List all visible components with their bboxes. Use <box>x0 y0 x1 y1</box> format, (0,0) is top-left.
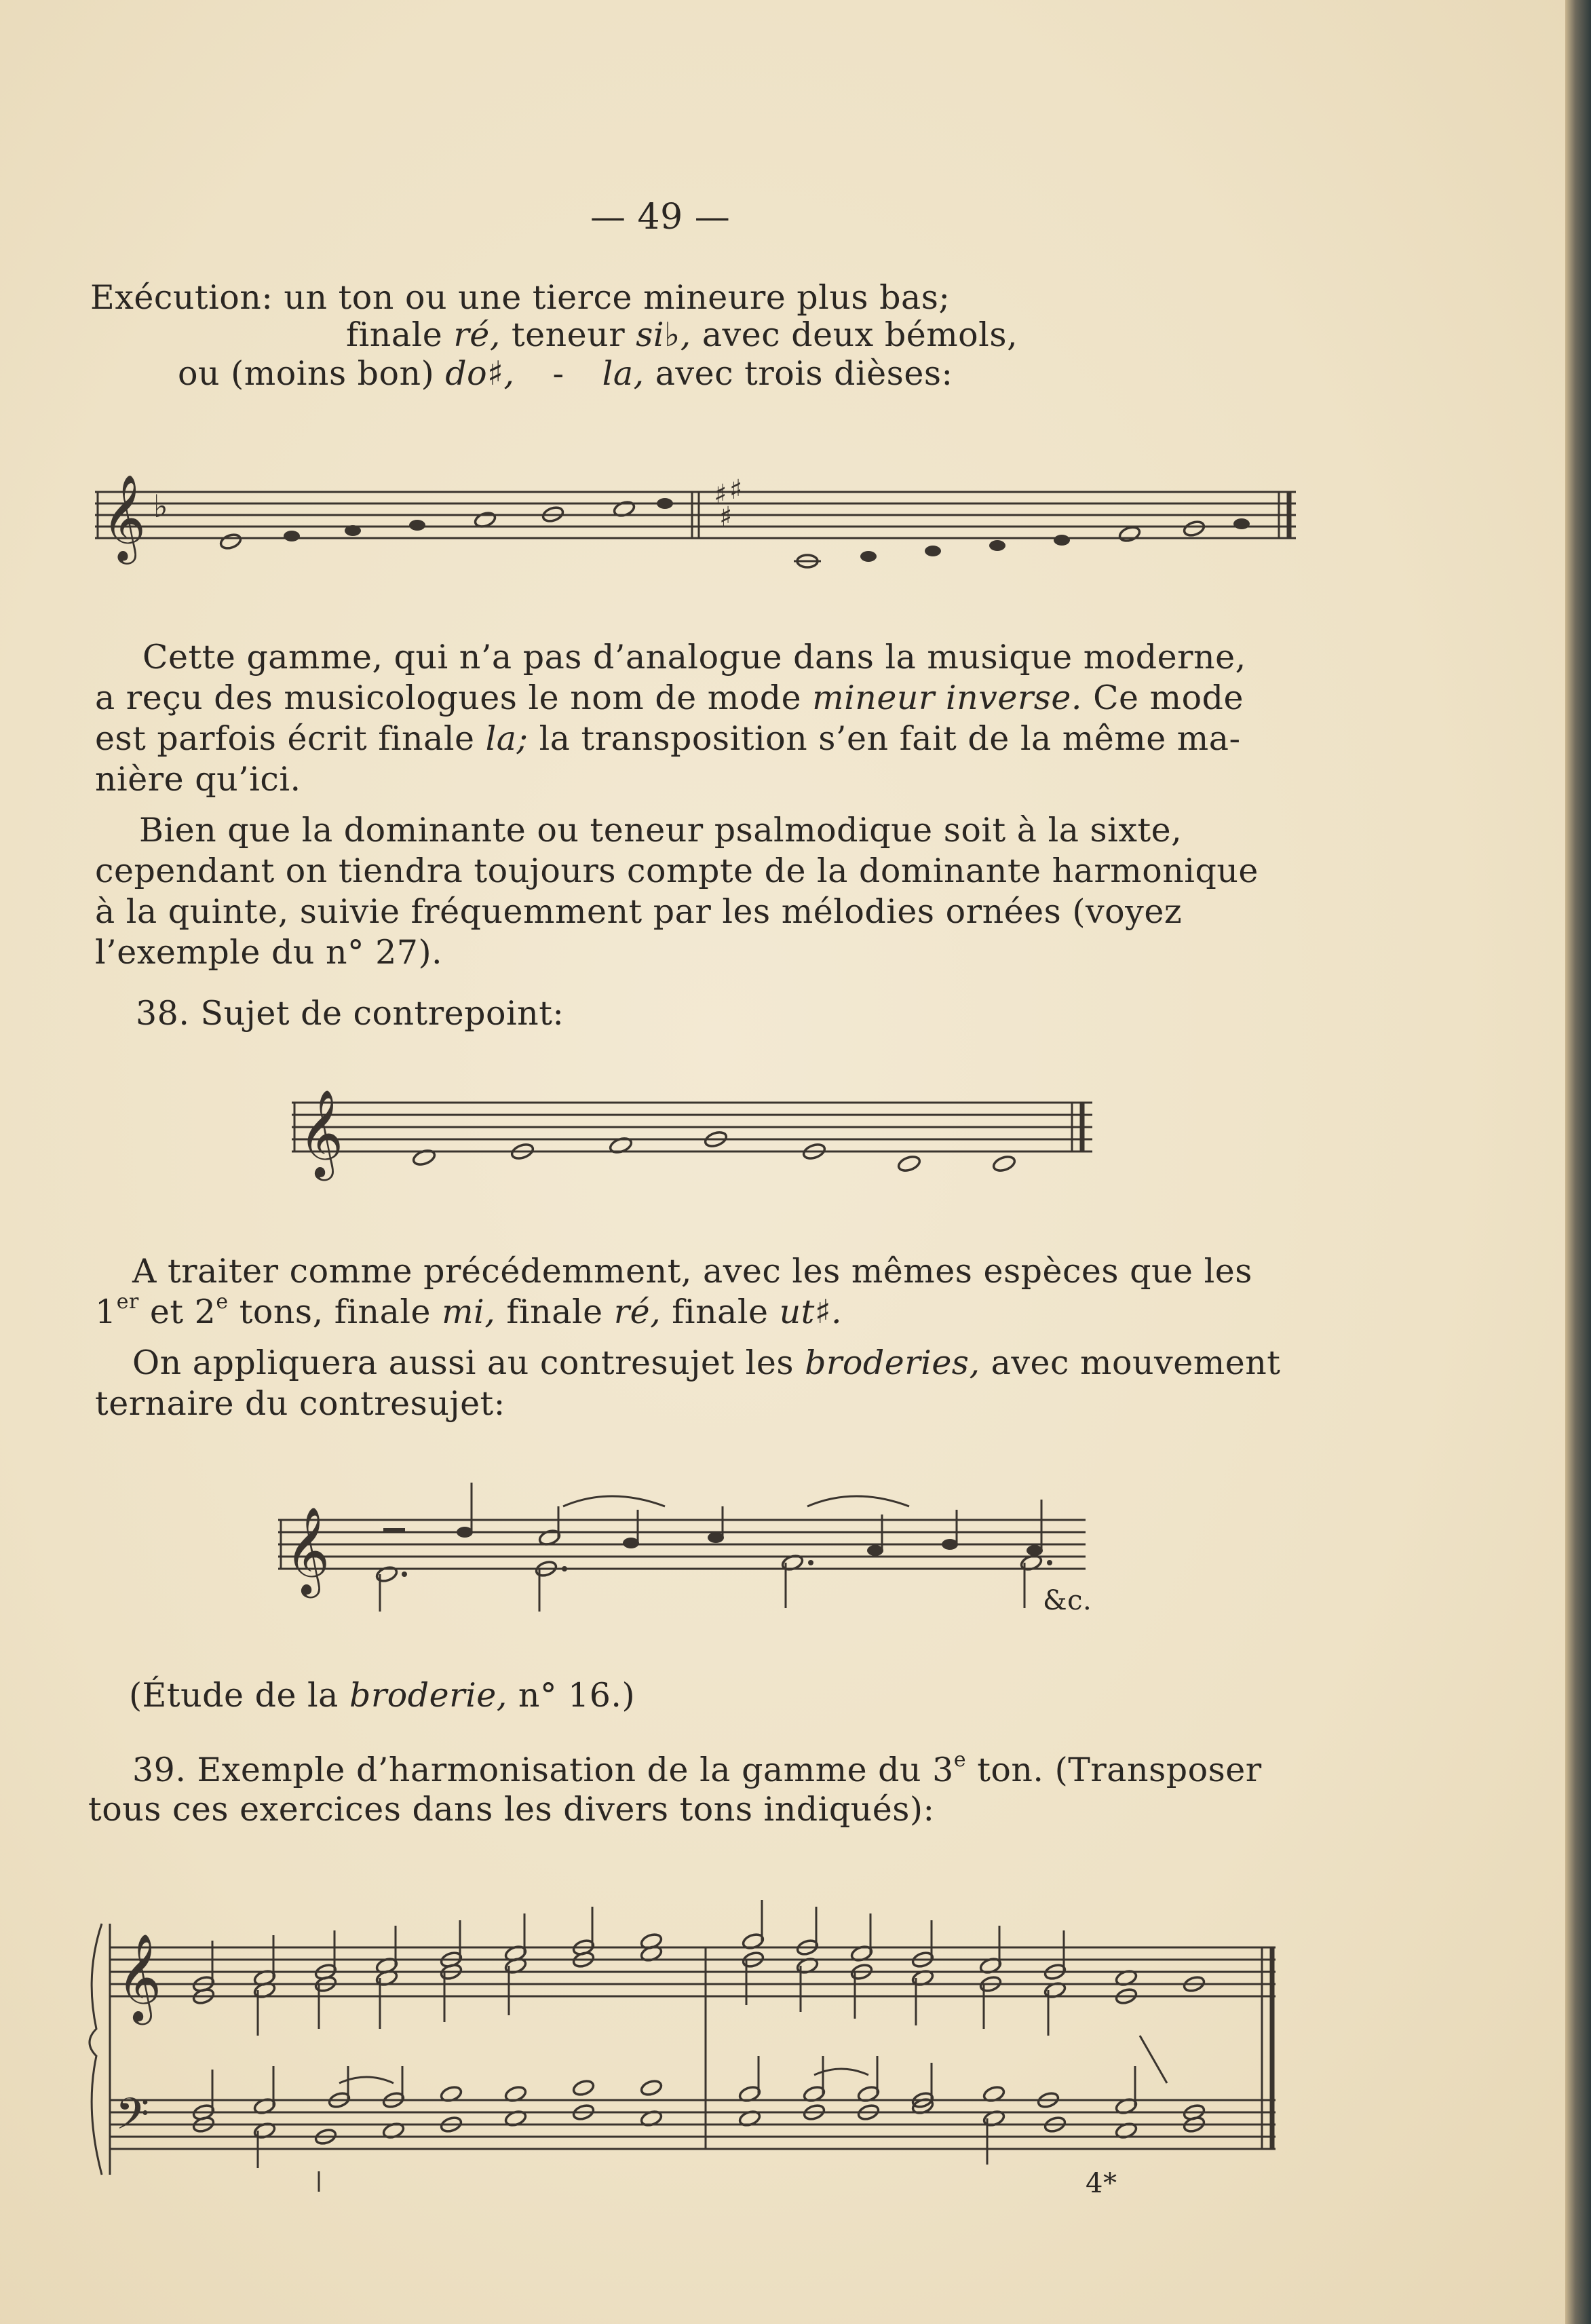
execution-line-1: Exécution: un ton ou une tierce mineure plus bas; <box>90 278 951 317</box>
execution-line-3: ou (moins bon) do♯, - la, avec trois dièses: <box>178 354 953 393</box>
treble-clef-icon: 𝄞 <box>102 474 147 560</box>
para1-line3: est parfois écrit finale la; la transposition s’en fait de la même ma- <box>95 719 1241 758</box>
brace <box>90 1924 102 2175</box>
etude-reference: (Étude de la broderie, n° 16.) <box>129 1676 636 1715</box>
para4-line1: On appliquera aussi au contresujet les broderies, avec mouvement <box>132 1344 1281 1382</box>
note <box>284 531 300 541</box>
book-edge <box>1565 0 1591 2324</box>
page-number: — 49 — <box>590 197 731 237</box>
slur <box>807 1496 909 1506</box>
bass-staff <box>110 2100 1276 2149</box>
counterpoint-subject-staff <box>292 1079 1106 1181</box>
para2-line3: à la quinte, suivie fréquemment par les mélodies ornées (voyez <box>95 892 1183 931</box>
staff-lines <box>95 492 1296 538</box>
para1-line4: nière qu’ici. <box>95 760 301 799</box>
rest <box>383 1528 405 1533</box>
scale-staff <box>95 461 1303 597</box>
note <box>860 551 877 562</box>
para1-line1: Cette gamme, qui n’a pas d’analogue dans la musique moderne, <box>142 638 1246 677</box>
para2-line1: Bien que la dominante ou teneur psalmodique soit à la sixte, <box>139 811 1183 850</box>
treble-staff <box>110 1947 1276 1996</box>
slur <box>563 1496 665 1506</box>
section-39-line2: tous ces exercices dans les divers tons indiqués): <box>88 1790 935 1829</box>
note <box>992 1154 1016 1173</box>
bass-clef-icon: 𝄢 <box>115 2089 150 2150</box>
note <box>1233 518 1250 529</box>
flat-icon: ♭ <box>153 488 168 525</box>
harmonisation-grand-staff <box>81 1893 1303 2205</box>
para2-line4: l’exemple du n° 27). <box>95 933 443 972</box>
note <box>989 540 1005 551</box>
note <box>1183 519 1206 537</box>
note <box>925 546 941 556</box>
broderie-staff <box>278 1472 1160 1622</box>
treble-clef-icon: 𝄞 <box>299 1089 344 1177</box>
execution-line-2: finale ré, teneur si♭, avec deux bémols, <box>346 316 1018 354</box>
note <box>409 520 425 531</box>
sharp-icon: ♯ <box>714 479 727 510</box>
etc-label: &c. <box>1043 1585 1092 1616</box>
sharp-icon: ♯ <box>729 474 743 506</box>
para2-line2: cependant on tiendra toujours compte de la dominante harmonique <box>95 852 1259 890</box>
treble-clef-icon: 𝄞 <box>117 1933 162 2021</box>
note <box>1054 535 1070 546</box>
section-38-heading: 38. Sujet de contrepoint: <box>136 994 564 1033</box>
note <box>897 1154 921 1173</box>
note <box>219 532 242 550</box>
execution-label: Exécution: <box>90 278 273 317</box>
para1-line2: a reçu des musicologues le nom de mode mineur inverse. Ce mode <box>95 679 1244 717</box>
note <box>657 498 673 509</box>
note <box>345 525 361 536</box>
signature-mark: 4* <box>1086 2168 1117 2199</box>
para4-line2: ternaire du contresujet: <box>95 1384 505 1423</box>
para3-line2: 1er et 2e tons, finale mi, finale ré, finale ut♯. <box>95 1290 843 1331</box>
treble-clef-icon: 𝄞 <box>285 1506 330 1595</box>
section-39-line1: 39. Exemple d’harmonisation de la gamme du 3e ton. (Transposer <box>132 1748 1262 1789</box>
para3-line1: A traiter comme précédemment, avec les mêmes espèces que les <box>132 1252 1252 1291</box>
sharp-icon: ♯ <box>719 501 733 533</box>
